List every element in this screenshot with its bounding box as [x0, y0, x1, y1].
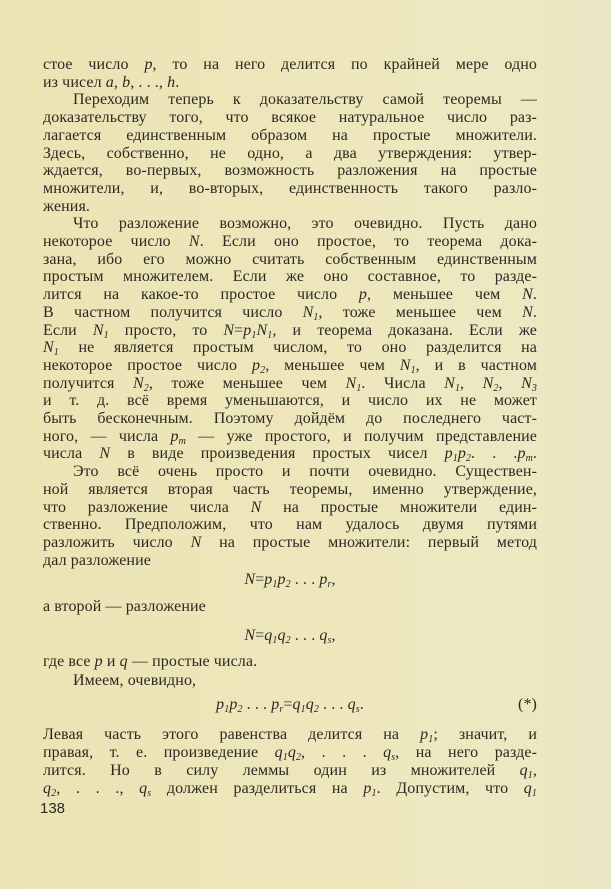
math-symbol: [444, 445, 458, 465]
math-variable: p: [517, 445, 526, 463]
text-run: дал разложение: [43, 551, 151, 569]
math-symbol: [303, 304, 319, 321]
math-variable: N: [244, 571, 256, 588]
page-number: 138: [40, 800, 66, 817]
text-run: , . . .,: [130, 73, 168, 91]
text-run: , меньшее чем: [367, 286, 523, 304]
math-variable: N: [244, 627, 256, 644]
text-run: .: [532, 445, 538, 463]
math-variable: N: [256, 321, 268, 339]
math-symbol: [306, 696, 319, 713]
math-variable: p: [319, 571, 328, 588]
math-subscript: 2: [295, 752, 302, 763]
text-run: просто, то: [108, 321, 224, 339]
math-subscript: 1: [267, 329, 273, 341]
math-symbol: [277, 627, 290, 644]
math-symbol: [264, 627, 277, 644]
text-run: где все: [43, 653, 95, 670]
text-line: [43, 552, 537, 570]
text-run: некоторое простое число: [43, 356, 252, 374]
text-run: Если: [43, 321, 93, 339]
text-line: [43, 180, 537, 198]
text-line: [43, 780, 537, 798]
text-run: должен разделиться на: [151, 780, 364, 797]
math-variable: N: [444, 374, 455, 392]
text-run: , на него разде-: [395, 744, 538, 761]
text-run: .: [532, 286, 537, 304]
text-run: , и теорема доказана. Если же: [272, 321, 538, 339]
math-symbol: [521, 375, 537, 392]
text-run: простым множителем. Если же оно составное, то разде-: [43, 268, 537, 286]
text-line: [43, 428, 537, 446]
math-subscript: 1: [428, 734, 434, 745]
text-line: [43, 127, 537, 145]
math-symbol: [348, 696, 360, 713]
text-run: ,: [532, 762, 537, 779]
text-line: [43, 481, 537, 499]
math-variable: p: [444, 445, 453, 463]
math-symbol: [383, 744, 395, 761]
text-line: [43, 251, 537, 269]
math-symbol: [522, 286, 533, 303]
math-symbol: [43, 780, 56, 797]
text-run: Имеем, очевидно,: [73, 672, 197, 689]
math-variable: p: [363, 780, 372, 797]
text-run: правая, т. е. произведение: [43, 744, 275, 761]
math-variable: p: [144, 56, 153, 73]
math-symbol: [251, 499, 262, 516]
math-symbol: [517, 445, 533, 465]
math-subscript: 3: [531, 382, 538, 394]
text-run: что разложение числа: [43, 498, 251, 516]
math-variable: q: [319, 627, 328, 644]
text-line: [43, 304, 537, 322]
math-variable: p: [277, 571, 286, 588]
text-line: [43, 268, 537, 286]
math-symbol: [243, 322, 256, 339]
math-subscript: 1: [224, 704, 230, 715]
math-symbol: [524, 780, 537, 797]
math-subscript: 1: [282, 752, 288, 763]
text-line: [43, 653, 537, 671]
math-variable: N: [99, 445, 111, 463]
math-symbol: [400, 357, 416, 374]
text-line: [43, 726, 537, 744]
equation-tag: (*): [518, 696, 537, 713]
math-subscript: 1: [251, 329, 257, 341]
math-symbol: [363, 780, 376, 797]
math-variable: N: [522, 303, 533, 321]
math-variable: q: [264, 627, 273, 644]
math-subscript: m: [178, 435, 186, 447]
math-symbol: [483, 375, 499, 392]
text-line: [43, 357, 537, 375]
text-run: . . .: [318, 696, 348, 713]
math-variable: q: [292, 696, 301, 713]
math-subscript: 1: [272, 579, 278, 590]
text-run: , то на него делится по крайней мере одно: [152, 56, 537, 73]
text-run: .: [359, 696, 364, 713]
text-run: зана, ибо его можно считать собственным единственным: [43, 250, 537, 268]
math-symbol: [167, 74, 175, 91]
math-symbol: [319, 571, 331, 588]
text-run: , тоже меньшее чем: [148, 374, 346, 392]
math-subscript: m: [525, 453, 533, 465]
text-line: [43, 598, 537, 616]
math-symbol: [252, 357, 265, 374]
text-line: [73, 672, 537, 690]
text-run: стое число: [43, 56, 145, 73]
text-line: [43, 109, 537, 127]
math-symbol: [457, 445, 472, 465]
text-run: в виде произведения простых чисел: [110, 445, 445, 463]
math-subscript: 1: [410, 364, 416, 376]
text-line: [73, 215, 537, 233]
math-subscript: 1: [313, 311, 319, 323]
math-subscript: 1: [371, 788, 377, 799]
math-subscript: 2: [260, 364, 266, 376]
math-variable: q: [43, 780, 52, 797]
math-symbol: [229, 696, 242, 713]
text-line: [43, 744, 537, 762]
text-run: ,: [113, 73, 123, 91]
math-variable: N: [399, 356, 411, 374]
text-run: . . .: [242, 696, 272, 713]
text-run: , и в частном: [415, 356, 537, 374]
math-variable: q: [277, 627, 286, 644]
text-run: из чисел: [43, 73, 106, 91]
math-subscript: 2: [285, 635, 291, 646]
text-run: — простые числа.: [127, 653, 258, 670]
text-line: [43, 198, 537, 216]
math-variable: p: [457, 445, 466, 463]
math-subscript: s: [147, 788, 152, 799]
text-line: [43, 145, 537, 163]
text-line: [43, 233, 537, 251]
math-symbol: [293, 696, 306, 713]
text-run: Это всё очень просто и почти очевидно. Существен-: [73, 463, 537, 481]
math-variable: q: [139, 780, 148, 797]
text-run: . . .: [471, 445, 518, 463]
text-run: быть бесконечным. Поэтому дойдём до последнего част-: [43, 410, 537, 427]
math-symbol: [95, 653, 103, 670]
text-line: [43, 286, 537, 304]
text-run: доказательству того, что всякое натуральное число раз-: [43, 109, 537, 127]
text-run: Здесь, собственно, не одно, а два утверждения: утвер-: [43, 144, 537, 162]
math-symbol: [346, 375, 362, 392]
math-variable: N: [482, 374, 494, 392]
text-run: =: [255, 571, 265, 588]
text-line: [43, 322, 537, 340]
math-variable: N: [223, 321, 235, 339]
math-subscript: 1: [356, 382, 362, 394]
equation: [43, 627, 537, 645]
text-run: . . .: [290, 627, 320, 644]
text-run: , меньшее чем: [265, 356, 400, 374]
text-run: на простые множители един-: [261, 498, 537, 516]
math-variable: N: [522, 286, 533, 304]
text-run: разложить число: [43, 533, 191, 551]
math-variable: p: [170, 427, 179, 445]
text-run: В частном получится число: [43, 303, 303, 321]
math-variable: q: [305, 696, 314, 713]
math-symbol: [244, 627, 255, 644]
text-line: [43, 375, 537, 393]
text-run: . . .: [290, 571, 320, 588]
text-line: [73, 91, 537, 109]
text-run: =: [255, 627, 265, 644]
math-subscript: 1: [527, 770, 533, 781]
math-variable: q: [287, 744, 296, 761]
math-variable: a: [105, 73, 114, 91]
math-variable: p: [252, 356, 261, 374]
math-variable: p: [243, 321, 252, 339]
math-symbol: [277, 571, 290, 588]
math-symbol: [93, 322, 109, 339]
text-line: [43, 56, 537, 74]
math-subscript: 1: [103, 329, 109, 341]
math-variable: N: [190, 533, 202, 551]
math-symbol: [271, 696, 283, 713]
text-line: [73, 463, 537, 481]
text-run: ,: [331, 627, 336, 644]
text-run: ; значит, и: [433, 726, 537, 743]
math-symbol: [133, 375, 149, 392]
text-run: множители, и, во-вторых, единственность такого разло-: [43, 179, 537, 197]
math-variable: N: [521, 374, 532, 392]
math-variable: p: [216, 696, 225, 713]
text-run: на простые множители: первый метод: [201, 533, 537, 551]
text-run: — уже простого, и получим представление: [185, 427, 537, 445]
math-symbol: [191, 534, 202, 551]
text-line: [43, 534, 537, 552]
text-line: [43, 762, 537, 780]
text-run: получится: [43, 374, 133, 392]
text-run: Переходим теперь к доказательству самой теоремы —: [73, 91, 537, 109]
math-subscript: 2: [493, 382, 499, 394]
math-variable: p: [420, 726, 429, 743]
text-run: =: [234, 321, 244, 339]
math-variable: N: [250, 498, 262, 516]
math-symbol: [244, 571, 255, 588]
text-run: а второй — разложение: [43, 598, 206, 615]
math-symbol: [216, 696, 229, 713]
math-variable: N: [43, 339, 54, 357]
math-subscript: 2: [465, 453, 472, 465]
math-symbol: [420, 726, 433, 743]
math-variable: N: [132, 374, 144, 392]
math-subscript: 1: [272, 635, 278, 646]
text-run: , тоже меньшее чем: [318, 303, 523, 321]
text-line: [43, 499, 537, 517]
text-line: [43, 339, 537, 357]
text-run: Что разложение возможно, это очевидно. Пусть дано: [73, 215, 537, 233]
math-variable: N: [302, 303, 314, 321]
text-run: . Если оно простое, то теорема дока-: [199, 233, 537, 250]
math-symbol: [359, 286, 367, 303]
text-line: [43, 410, 537, 428]
math-variable: q: [119, 653, 128, 670]
math-subscript: 2: [51, 788, 57, 799]
math-subscript: s: [391, 752, 396, 763]
math-symbol: [122, 74, 130, 91]
math-symbol: [275, 744, 288, 761]
text-run: и т. д. всё время уменьшаются, и число их не может: [43, 392, 537, 410]
text-run: и: [102, 653, 120, 670]
math-variable: h: [167, 73, 176, 91]
text-line: [43, 74, 537, 92]
math-symbol: [106, 74, 114, 91]
text-run: ной является вторая часть теоремы, именно утверждение,: [43, 480, 537, 498]
math-symbol: [170, 428, 185, 445]
math-variable: N: [92, 321, 104, 339]
math-symbol: [264, 571, 277, 588]
math-variable: p: [94, 653, 103, 670]
math-subscript: s: [355, 704, 360, 715]
math-variable: p: [271, 696, 280, 713]
math-subscript: 1: [300, 704, 306, 715]
text-run: , . . .: [301, 744, 384, 761]
math-subscript: 2: [285, 579, 291, 590]
text-run: лится на какое-то простое число: [43, 286, 359, 304]
math-subscript: 2: [313, 704, 319, 715]
math-symbol: [139, 780, 151, 797]
equation: [43, 696, 537, 714]
math-variable: q: [347, 696, 356, 713]
math-symbol: [223, 322, 234, 339]
math-variable: p: [264, 571, 273, 588]
text-run: , . . .,: [56, 780, 140, 797]
math-symbol: [444, 375, 460, 392]
math-symbol: [120, 653, 128, 670]
text-run: ного, — числа: [43, 427, 171, 445]
math-variable: q: [519, 762, 528, 779]
text-line: [43, 445, 537, 463]
math-variable: q: [274, 744, 283, 761]
math-subscript: 1: [53, 347, 59, 359]
text-run: числа: [43, 445, 100, 463]
math-variable: N: [345, 374, 357, 392]
math-symbol: [189, 233, 200, 250]
math-subscript: 2: [237, 704, 243, 715]
math-variable: p: [229, 696, 238, 713]
math-variable: q: [523, 780, 532, 797]
math-subscript: r: [327, 579, 332, 590]
text-run: ждается, во-первых, возможность разложения на простые: [43, 162, 537, 180]
math-symbol: [520, 762, 533, 779]
math-symbol: [256, 322, 272, 339]
text-line: [43, 392, 537, 410]
math-variable: p: [358, 286, 368, 304]
math-variable: q: [383, 744, 392, 761]
text-run: ,: [498, 374, 522, 392]
text-run: .: [532, 303, 537, 321]
math-symbol: [288, 744, 301, 761]
text-run: ,: [460, 374, 483, 392]
math-subscript: 1: [531, 788, 538, 799]
text-run: .: [175, 73, 180, 91]
text-run: =: [283, 696, 293, 713]
math-symbol: [43, 339, 59, 359]
math-subscript: 1: [454, 382, 461, 394]
text-run: лагается единственным образом на простые множители.: [43, 126, 537, 144]
text-run: ,: [331, 571, 336, 588]
math-subscript: r: [279, 704, 284, 715]
text-line: [43, 516, 537, 534]
math-symbol: [99, 445, 110, 462]
math-subscript: 2: [143, 382, 149, 394]
text-run: Левая часть этого равенства делится на: [43, 726, 421, 743]
math-variable: N: [188, 233, 200, 250]
text-run: . Числа: [361, 374, 445, 392]
math-subscript: s: [327, 635, 332, 646]
equation: [43, 571, 537, 589]
text-run: жения.: [43, 197, 91, 215]
text-run: не является простым числом, то оно разделится на: [58, 339, 537, 357]
math-symbol: [522, 304, 533, 321]
text-run: ственно. Предположим, что нам удалось двумя путями: [43, 516, 537, 534]
math-symbol: [144, 56, 152, 73]
math-subscript: 1: [452, 453, 458, 465]
math-symbol: [319, 627, 331, 644]
text-run: некоторое число: [43, 233, 189, 250]
text-line: [43, 162, 537, 180]
math-variable: b: [122, 73, 131, 91]
text-run: . Допустим, что: [376, 780, 524, 797]
text-run: лится. Но в силу леммы один из множителей: [43, 762, 520, 779]
